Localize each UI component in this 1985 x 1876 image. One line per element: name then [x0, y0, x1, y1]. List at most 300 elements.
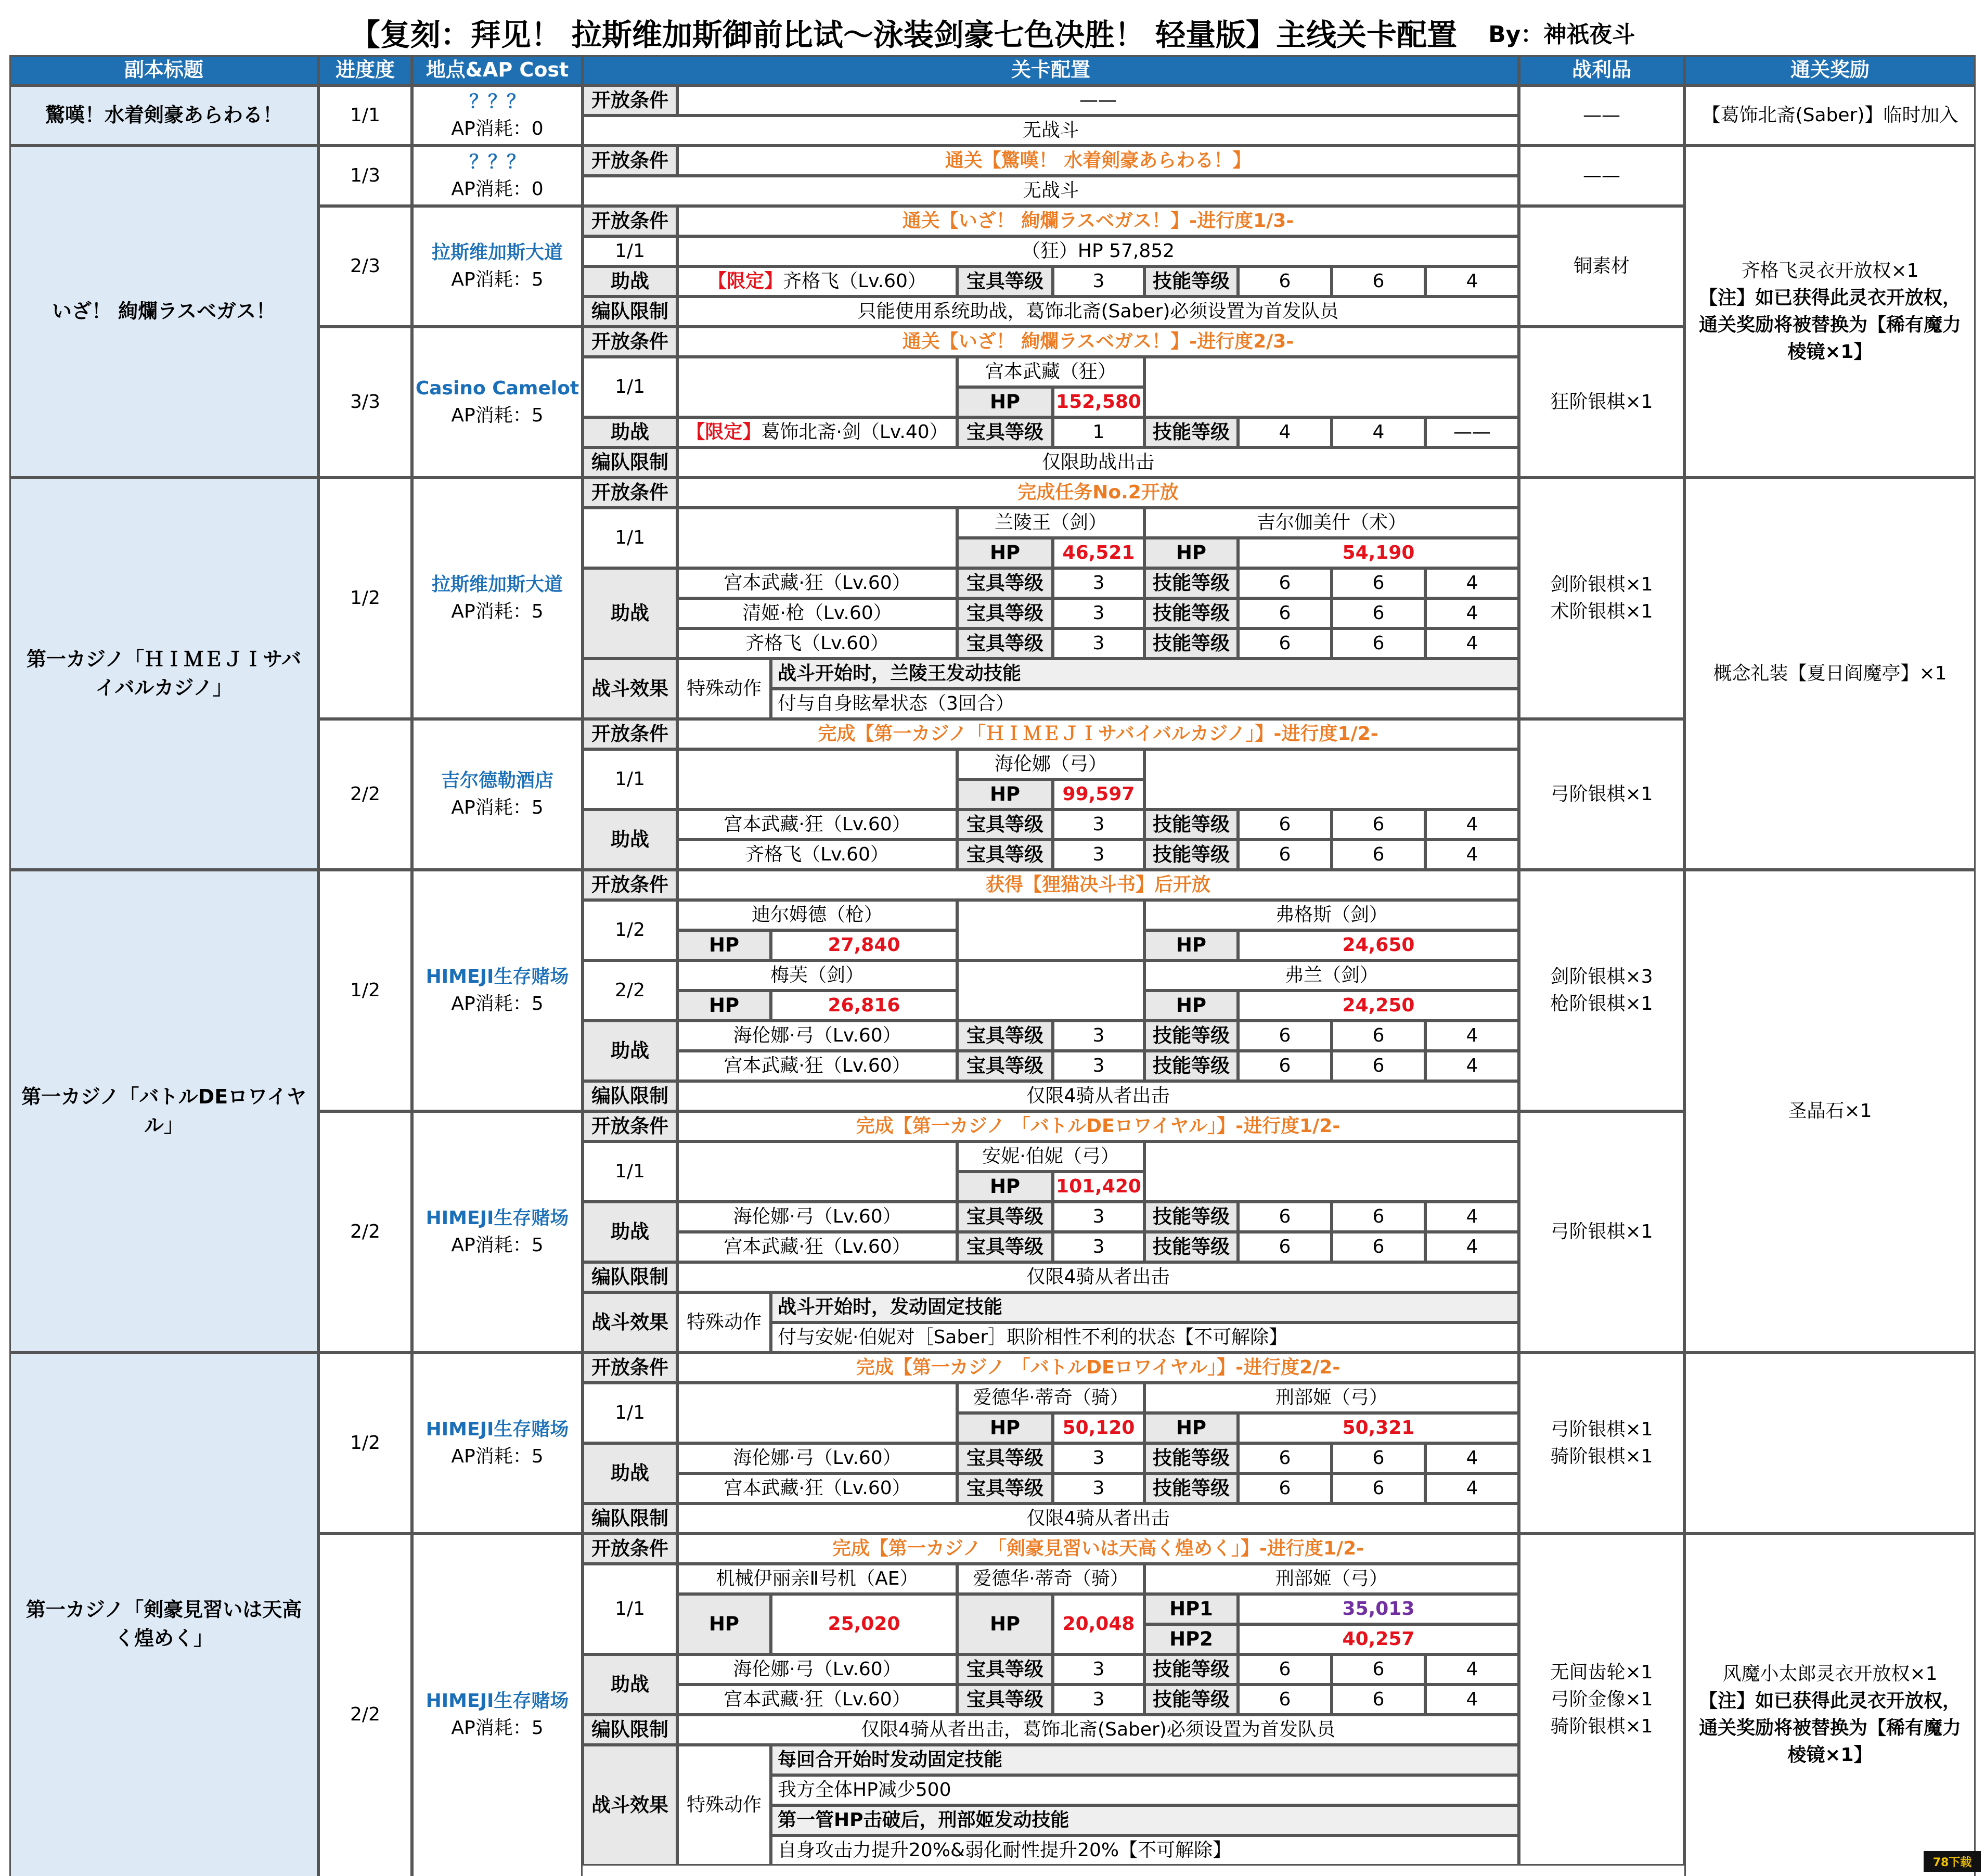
open-label: 开放条件 [583, 85, 677, 115]
support-name-text: 葛饰北斋·剑（Lv.40） [761, 421, 948, 443]
skill-label: 技能等级 [1144, 1443, 1238, 1473]
open-condition: 完成任务No.2开放 [677, 478, 1519, 508]
np-value: 3 [1053, 266, 1144, 297]
np-label: 宝具等级 [957, 1051, 1053, 1081]
drop-item: 枪阶银棋×1 [1550, 993, 1653, 1014]
skill-1: 6 [1238, 1232, 1332, 1262]
no-battle: 无战斗 [583, 176, 1519, 206]
team-label: 编队限制 [583, 297, 677, 327]
support-name: 宫本武藏·狂（Lv.60） [677, 1232, 957, 1262]
header-config: 关卡配置 [583, 55, 1519, 85]
hp-value: 25,020 [771, 1594, 957, 1654]
ap-cost: AP消耗：5 [451, 601, 544, 622]
np-value: 3 [1053, 1202, 1144, 1232]
np-value: 3 [1053, 1443, 1144, 1473]
ap-cost: AP消耗：5 [451, 405, 544, 426]
skill-2: 6 [1332, 1202, 1425, 1232]
enemy-name: 爱德华·蒂奇（骑） [957, 1564, 1144, 1594]
skill-1: 6 [1238, 1202, 1332, 1232]
skill-label: 技能等级 [1144, 628, 1238, 659]
location-name: 拉斯维加斯大道 [431, 573, 563, 595]
open-condition: 通关【驚嘆！ 水着剣豪あらわる！】 [677, 146, 1519, 176]
support-name-text: 齐格飞（Lv.60） [783, 270, 926, 292]
enemy-name: 刑部姬（弓） [1144, 1564, 1519, 1594]
wave-cell: 1/1 [583, 749, 677, 809]
effect-text: 自身攻击力提升20%&弱化耐性提升20%【不可解除】 [771, 1835, 1519, 1866]
effect-text: 第一管HP击破后，刑部姬发动技能 [771, 1805, 1519, 1835]
team-limit: 仅限助战出击 [677, 447, 1519, 478]
skill-3: 4 [1425, 1685, 1519, 1715]
skill-1: 6 [1238, 1473, 1332, 1504]
open-label: 开放条件 [583, 206, 677, 236]
special-label: 特殊动作 [677, 1745, 771, 1866]
open-label: 开放条件 [583, 719, 677, 749]
progress-cell: 1/2 [318, 478, 412, 719]
hp-label: HP1 [1144, 1594, 1238, 1624]
hp-value: 46,521 [1053, 538, 1144, 568]
effect-text: 我方全体HP减少500 [771, 1775, 1519, 1805]
empty-cell [957, 960, 1144, 1021]
enemy-name: 刑部姬（弓） [1144, 1383, 1519, 1413]
skill-label: 技能等级 [1144, 1473, 1238, 1504]
skill-2: 6 [1332, 266, 1425, 297]
support-name [677, 417, 957, 447]
location-cell [412, 327, 583, 478]
skill-3: 4 [1425, 1051, 1519, 1081]
chapter-title-3: 第一カジノ「ＨＩＭＥＪＩサバイバルカジノ」 [9, 478, 318, 870]
empty-cell [677, 1141, 957, 1202]
open-condition: 完成【第一カジノ 「バトルDEロワイヤル」】-进行度2/2- [677, 1353, 1519, 1383]
hp-label: HP [677, 1594, 771, 1654]
np-label: 宝具等级 [957, 840, 1053, 870]
chapter-title-4: 第一カジノ「バトルDEロワイヤル」 [9, 870, 318, 1353]
drop-item: 剑阶银棋×1 [1550, 573, 1653, 595]
hp-label: HP2 [1144, 1624, 1238, 1654]
empty-cell [1144, 357, 1519, 417]
skill-label: 技能等级 [1144, 568, 1238, 598]
support-name [677, 266, 957, 297]
reward-cell-3: 概念礼装【夏日阎魔亭】×1 [1684, 478, 1976, 870]
empty-cell [1684, 1353, 1976, 1534]
hp-label: HP [957, 1413, 1053, 1443]
empty-cell [677, 1383, 957, 1443]
reward-cell-4: 圣晶石×1 [1684, 870, 1976, 1353]
skill-3: 4 [1425, 598, 1519, 628]
drop-item: 无间齿轮×1 [1550, 1661, 1653, 1683]
team-label: 编队限制 [583, 1081, 677, 1111]
np-value: 3 [1053, 1021, 1144, 1051]
np-label: 宝具等级 [957, 1202, 1053, 1232]
support-label: 助战 [583, 568, 677, 659]
ap-cost: AP消耗：5 [451, 269, 544, 290]
np-value: 3 [1053, 1232, 1144, 1262]
hp-value: 54,190 [1238, 538, 1519, 568]
effect-label: 战斗效果 [583, 659, 677, 719]
ap-cost: AP消耗：5 [451, 797, 544, 818]
open-condition: 完成【第一カジノ 「バトルDEロワイヤル」】-进行度1/2- [677, 1111, 1519, 1141]
skill-2: 6 [1332, 568, 1425, 598]
hp-value: 40,257 [1238, 1624, 1519, 1654]
skill-1: 6 [1238, 568, 1332, 598]
location-cell [412, 1111, 583, 1353]
location-cell [412, 478, 583, 719]
hp-value: 99,597 [1053, 779, 1144, 809]
progress-cell: 3/3 [318, 327, 412, 478]
team-label: 编队限制 [583, 1262, 677, 1292]
location-name: Casino Camelot [415, 377, 579, 399]
effect-text: 战斗开始时，兰陵王发动技能 [771, 659, 1519, 689]
enemy-name: 梅芙（剑） [677, 960, 957, 991]
header-chapter: 副本标题 [9, 55, 318, 85]
skill-label: 技能等级 [1144, 1685, 1238, 1715]
skill-label: 技能等级 [1144, 840, 1238, 870]
np-value: 3 [1053, 598, 1144, 628]
support-label: 助战 [583, 266, 677, 297]
hp-label: HP [957, 538, 1053, 568]
location-cell [412, 870, 583, 1111]
hp-label: HP [1144, 538, 1238, 568]
support-name: 齐格飞（Lv.60） [677, 840, 957, 870]
skill-2: 6 [1332, 1051, 1425, 1081]
reward-note: 【注】如已获得此灵衣开放权，通关奖励将被替换为【稀有魔力棱镜×1】 [1698, 1690, 1961, 1766]
hp-label: HP [677, 991, 771, 1021]
watermark-logo: 78下载 [1924, 1851, 1981, 1872]
skill-label: 技能等级 [1144, 1654, 1238, 1685]
open-condition: 通关【いざ！ 絢爛ラスベガス！】-进行度1/3- [677, 206, 1519, 236]
drop-item: 弓阶金像×1 [1550, 1688, 1653, 1710]
skill-2: 6 [1332, 1021, 1425, 1051]
skill-1: 6 [1238, 809, 1332, 840]
effect-text: 战斗开始时，发动固定技能 [771, 1292, 1519, 1322]
hp-label: HP [957, 779, 1053, 809]
skill-3: —— [1425, 417, 1519, 447]
support-label: 助战 [583, 417, 677, 447]
skill-2: 6 [1332, 1443, 1425, 1473]
empty-cell [1144, 749, 1519, 809]
title-main: 【复刻：拜见！ 拉斯维加斯御前比试～泳装剑豪七色决胜！ 轻量版】主线关卡配置 [350, 17, 1458, 53]
skill-label: 技能等级 [1144, 809, 1238, 840]
support-label: 助战 [583, 1654, 677, 1715]
hp-value: 24,250 [1238, 991, 1519, 1021]
support-label: 助战 [583, 809, 677, 870]
drops-cell [1519, 1353, 1684, 1534]
open-label: 开放条件 [583, 1353, 677, 1383]
np-value: 3 [1053, 1473, 1144, 1504]
drops-cell: 弓阶银棋×1 [1519, 1111, 1684, 1353]
hp-label: HP [957, 1594, 1053, 1654]
skill-3: 4 [1425, 568, 1519, 598]
drops-cell: 弓阶银棋×1 [1519, 719, 1684, 870]
reward-cell-5 [1684, 1534, 1976, 1876]
drops-cell: —— [1519, 146, 1684, 206]
location-cell [412, 146, 583, 206]
hp-value: 35,013 [1238, 1594, 1519, 1624]
open-condition: —— [677, 85, 1519, 115]
reward-line: 风魔小太郎灵衣开放权×1 [1722, 1663, 1938, 1685]
location-cell [412, 1353, 583, 1534]
skill-label: 技能等级 [1144, 1232, 1238, 1262]
drops-cell: —— [1519, 85, 1684, 146]
drops-cell [1519, 1534, 1684, 1866]
wave-cell: 1/1 [583, 1564, 677, 1654]
wave-cell: 1/1 [583, 508, 677, 568]
reward-cell-1: 【葛饰北斋(Saber)】临时加入 [1684, 85, 1976, 146]
np-value: 3 [1053, 1685, 1144, 1715]
drop-item: 术阶银棋×1 [1550, 601, 1653, 622]
hp-label: HP [1144, 991, 1238, 1021]
skill-3: 4 [1425, 1443, 1519, 1473]
skill-1: 6 [1238, 1654, 1332, 1685]
empty-cell [957, 900, 1144, 960]
skill-label: 技能等级 [1144, 417, 1238, 447]
hp-value: 27,840 [771, 930, 957, 960]
support-name: 宫本武藏·狂（Lv.60） [677, 568, 957, 598]
np-label: 宝具等级 [957, 628, 1053, 659]
empty-cell [677, 357, 957, 417]
support-label: 助战 [583, 1443, 677, 1504]
wave-cell: 1/1 [583, 1383, 677, 1443]
hp-label: HP [957, 387, 1053, 417]
np-value: 3 [1053, 840, 1144, 870]
open-label: 开放条件 [583, 1534, 677, 1564]
enemy-name: 安妮·伯妮（弓） [957, 1141, 1144, 1172]
team-limit: 仅限4骑从者出击 [677, 1081, 1519, 1111]
skill-3: 4 [1425, 1202, 1519, 1232]
effect-label: 战斗效果 [583, 1745, 677, 1866]
skill-1: 6 [1238, 1021, 1332, 1051]
team-limit: 仅限4骑从者出击，葛饰北斋(Saber)必须设置为首发队员 [677, 1715, 1519, 1745]
support-name: 清姬·枪（Lv.60） [677, 598, 957, 628]
enemy-name: 宫本武藏（狂） [957, 357, 1144, 387]
title-author: By：神祇夜斗 [1488, 21, 1635, 48]
location-name: HIMEJI生存赌场 [426, 1690, 569, 1712]
hp-value: 152,580 [1053, 387, 1144, 417]
np-label: 宝具等级 [957, 417, 1053, 447]
skill-1: 6 [1238, 598, 1332, 628]
skill-3: 4 [1425, 1021, 1519, 1051]
progress-cell: 1/3 [318, 146, 412, 206]
hp-value: 50,120 [1053, 1413, 1144, 1443]
np-label: 宝具等级 [957, 1021, 1053, 1051]
skill-label: 技能等级 [1144, 598, 1238, 628]
np-value: 1 [1053, 417, 1144, 447]
skill-1: 6 [1238, 840, 1332, 870]
progress-cell: 1/2 [318, 870, 412, 1111]
np-label: 宝具等级 [957, 1685, 1053, 1715]
wave-cell: 1/1 [583, 1141, 677, 1202]
np-label: 宝具等级 [957, 568, 1053, 598]
ap-cost: AP消耗：5 [451, 1446, 544, 1467]
skill-1: 6 [1238, 1443, 1332, 1473]
open-condition: 获得【狸猫决斗书】后开放 [677, 870, 1519, 900]
np-label: 宝具等级 [957, 1654, 1053, 1685]
skill-2: 4 [1332, 417, 1425, 447]
ap-cost: AP消耗：0 [451, 118, 544, 139]
open-label: 开放条件 [583, 478, 677, 508]
location-name: 拉斯维加斯大道 [431, 241, 563, 263]
wave-cell: 1/1 [583, 236, 677, 266]
hp-value: 50,321 [1238, 1413, 1519, 1443]
effect-label: 战斗效果 [583, 1292, 677, 1353]
skill-2: 6 [1332, 628, 1425, 659]
team-label: 编队限制 [583, 1504, 677, 1534]
hp-value: 26,816 [771, 991, 957, 1021]
skill-label: 技能等级 [1144, 266, 1238, 297]
drop-item: 骑阶银棋×1 [1550, 1716, 1653, 1738]
location-name: HIMEJI生存赌场 [426, 1418, 569, 1440]
enemy-name: （狂）HP 57,852 [677, 236, 1519, 266]
enemy-name: 弗格斯（剑） [1144, 900, 1519, 930]
np-label: 宝具等级 [957, 1232, 1053, 1262]
header-location: 地点&AP Cost [412, 55, 583, 85]
hp-value: 101,420 [1053, 1172, 1144, 1202]
team-label: 编队限制 [583, 1715, 677, 1745]
ap-cost: AP消耗：5 [451, 1235, 544, 1256]
empty-cell [677, 508, 957, 568]
hp-value: 24,650 [1238, 930, 1519, 960]
skill-1: 6 [1238, 266, 1332, 297]
skill-2: 6 [1332, 840, 1425, 870]
location-name: 吉尔德勒酒店 [441, 769, 553, 791]
location-cell [412, 206, 583, 327]
open-label: 开放条件 [583, 327, 677, 357]
effect-text: 每回合开始时发动固定技能 [771, 1745, 1519, 1775]
open-label: 开放条件 [583, 146, 677, 176]
effect-text: 付与安妮·伯妮对［Saber］职阶相性不利的状态【不可解除】 [771, 1322, 1519, 1353]
skill-label: 技能等级 [1144, 1051, 1238, 1081]
skill-label: 技能等级 [1144, 1021, 1238, 1051]
chapter-title-2: いざ！ 絢爛ラスベガス！ [9, 146, 318, 478]
hp-label: HP [677, 930, 771, 960]
drops-cell: 铜素材 [1519, 206, 1684, 327]
skill-3: 4 [1425, 840, 1519, 870]
drops-cell: 狂阶银棋×1 [1519, 327, 1684, 478]
special-label: 特殊动作 [677, 659, 771, 719]
support-label: 助战 [583, 1021, 677, 1081]
support-label: 助战 [583, 1202, 677, 1262]
progress-cell: 1/1 [318, 85, 412, 146]
support-name: 宫本武藏·狂（Lv.60） [677, 809, 957, 840]
wave-cell: 2/2 [583, 960, 677, 1021]
skill-2: 6 [1332, 598, 1425, 628]
skill-1: 6 [1238, 628, 1332, 659]
support-name: 海伦娜·弓（Lv.60） [677, 1654, 957, 1685]
skill-3: 4 [1425, 266, 1519, 297]
skill-1: 6 [1238, 1051, 1332, 1081]
progress-cell: 2/2 [318, 719, 412, 870]
limited-tag: 【限定】 [686, 421, 762, 443]
np-label: 宝具等级 [957, 266, 1053, 297]
page-title [9, 9, 1976, 55]
open-label: 开放条件 [583, 870, 677, 900]
support-name: 宫本武藏·狂（Lv.60） [677, 1051, 957, 1081]
np-label: 宝具等级 [957, 809, 1053, 840]
np-value: 3 [1053, 1051, 1144, 1081]
hp-label: HP [1144, 930, 1238, 960]
reward-line: 齐格飞灵衣开放权×1 [1741, 260, 1919, 281]
skill-3: 4 [1425, 1232, 1519, 1262]
drop-item: 骑阶银棋×1 [1550, 1446, 1653, 1467]
support-name: 海伦娜·弓（Lv.60） [677, 1021, 957, 1051]
progress-cell: 1/2 [318, 1353, 412, 1534]
drop-item: 弓阶银棋×1 [1550, 1418, 1653, 1440]
location-cell [412, 85, 583, 146]
location-name: ？？？ [469, 91, 525, 112]
team-limit: 只能使用系统助战，葛饰北斋(Saber)必须设置为首发队员 [677, 297, 1519, 327]
location-cell [412, 719, 583, 870]
chapter-title-1: 驚嘆！水着剣豪あらわる！ [9, 85, 318, 146]
location-name: ？？？ [469, 151, 525, 173]
ap-cost: AP消耗：5 [451, 993, 544, 1014]
hp-label: HP [957, 1172, 1053, 1202]
progress-cell: 2/2 [318, 1534, 412, 1876]
header-drops: 战利品 [1519, 55, 1684, 85]
skill-2: 6 [1332, 1232, 1425, 1262]
enemy-name: 兰陵王（剑） [957, 508, 1144, 538]
hp-value: 20,048 [1053, 1594, 1144, 1654]
no-battle: 无战斗 [583, 115, 1519, 146]
np-value: 3 [1053, 1654, 1144, 1685]
skill-3: 4 [1425, 628, 1519, 659]
np-value: 3 [1053, 568, 1144, 598]
skill-2: 6 [1332, 809, 1425, 840]
skill-2: 6 [1332, 1654, 1425, 1685]
hp-label: HP [1144, 1413, 1238, 1443]
ap-cost: AP消耗：5 [451, 1717, 544, 1739]
drop-item: 剑阶银棋×3 [1550, 966, 1653, 987]
open-label: 开放条件 [583, 1111, 677, 1141]
special-label: 特殊动作 [677, 1292, 771, 1353]
skill-1: 6 [1238, 1685, 1332, 1715]
np-label: 宝具等级 [957, 1473, 1053, 1504]
support-name: 海伦娜·弓（Lv.60） [677, 1202, 957, 1232]
team-limit: 仅限4骑从者出击 [677, 1504, 1519, 1534]
wave-cell: 1/2 [583, 900, 677, 960]
drops-cell [1519, 478, 1684, 719]
progress-cell: 2/2 [318, 1111, 412, 1353]
support-name: 海伦娜·弓（Lv.60） [677, 1443, 957, 1473]
open-condition: 通关【いざ！ 絢爛ラスベガス！】-进行度2/3- [677, 327, 1519, 357]
skill-3: 4 [1425, 1654, 1519, 1685]
location-name: HIMEJI生存赌场 [426, 1207, 569, 1229]
enemy-name: 爱德华·蒂奇（骑） [957, 1383, 1144, 1413]
enemy-name: 弗兰（剑） [1144, 960, 1519, 991]
support-name: 宫本武藏·狂（Lv.60） [677, 1473, 957, 1504]
enemy-name: 迪尔姆德（枪） [677, 900, 957, 930]
enemy-name: 海伦娜（弓） [957, 749, 1144, 779]
support-name: 宫本武藏·狂（Lv.60） [677, 1685, 957, 1715]
reward-note: 【注】如已获得此灵衣开放权，通关奖励将被替换为【稀有魔力棱镜×1】 [1698, 287, 1961, 363]
open-condition: 完成【第一カジノ 「剣豪見習いは天高く煌めく」】-进行度1/2- [677, 1534, 1519, 1564]
location-name: HIMEJI生存赌场 [426, 966, 569, 987]
support-name: 齐格飞（Lv.60） [677, 628, 957, 659]
np-value: 3 [1053, 809, 1144, 840]
skill-2: 6 [1332, 1685, 1425, 1715]
effect-text: 付与自身眩晕状态（3回合） [771, 689, 1519, 719]
team-limit: 仅限4骑从者出击 [677, 1262, 1519, 1292]
enemy-name: 吉尔伽美什（术） [1144, 508, 1519, 538]
skill-3: 4 [1425, 1473, 1519, 1504]
np-label: 宝具等级 [957, 598, 1053, 628]
skill-label: 技能等级 [1144, 1202, 1238, 1232]
chapter-title-5: 第一カジノ「剣豪見習いは天高く煌めく」 [9, 1353, 318, 1876]
skill-3: 4 [1425, 809, 1519, 840]
ap-cost: AP消耗：0 [451, 178, 544, 200]
reward-cell-2 [1684, 146, 1976, 478]
skill-2: 6 [1332, 1473, 1425, 1504]
wave-cell: 1/1 [583, 357, 677, 417]
header-reward: 通关奖励 [1684, 55, 1976, 85]
